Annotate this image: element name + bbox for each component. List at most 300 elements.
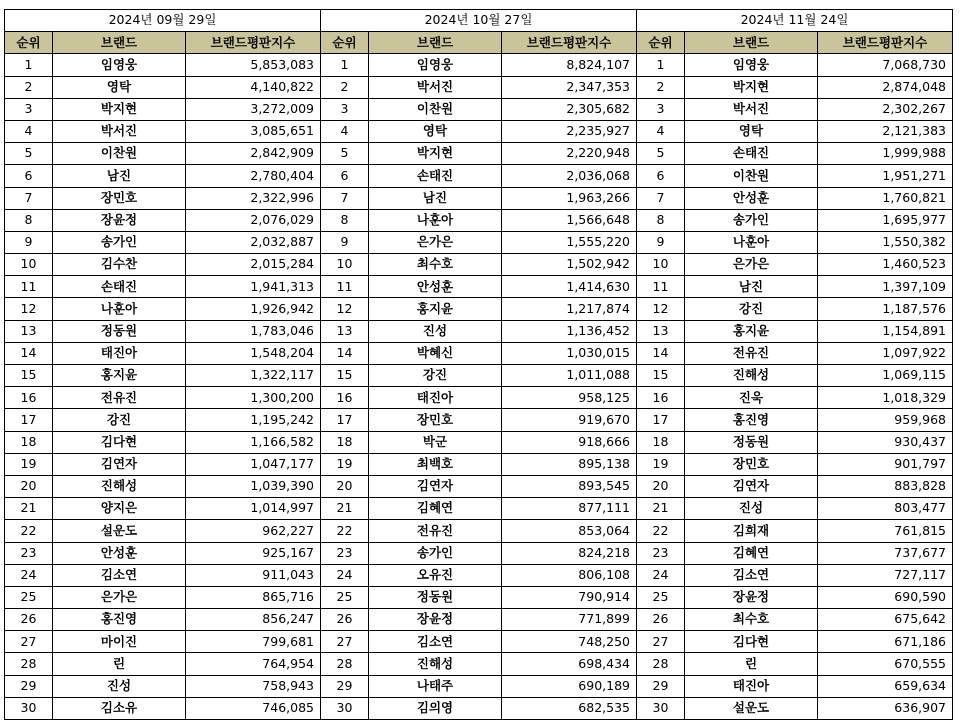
brand-cell: 김수찬 [53,254,186,276]
rank-header: 순위 [321,32,369,54]
brand-cell: 이찬원 [369,98,502,120]
index-cell: 853,064 [502,520,637,542]
rank-cell: 19 [5,453,53,475]
index-cell: 1,322,117 [186,365,321,387]
brand-cell: 박서진 [685,98,818,120]
rank-cell: 26 [637,609,685,631]
index-cell: 682,535 [502,697,637,719]
rank-cell: 19 [637,453,685,475]
index-header: 브랜드평판지수 [502,32,637,54]
brand-cell: 설운도 [685,697,818,719]
index-cell: 2,036,068 [502,165,637,187]
brand-cell: 태진아 [53,342,186,364]
table-row [321,342,637,364]
brand-cell: 박지현 [369,143,502,165]
rank-cell: 4 [5,120,53,142]
table-row [5,298,321,320]
rank-cell: 2 [637,76,685,98]
table-row [321,54,637,76]
brand-cell: 김다현 [685,631,818,653]
index-cell: 727,117 [818,564,953,586]
index-cell: 806,108 [502,564,637,586]
table-row [321,586,637,608]
table-row [321,298,637,320]
rank-cell: 3 [5,98,53,120]
index-cell: 1,217,874 [502,298,637,320]
rank-cell: 24 [321,564,369,586]
table-row [5,564,321,586]
index-header: 브랜드평판지수 [818,32,953,54]
table-row [321,209,637,231]
index-cell: 671,186 [818,631,953,653]
rank-cell: 15 [637,365,685,387]
rank-cell: 12 [637,298,685,320]
index-cell: 8,824,107 [502,54,637,76]
index-cell: 2,220,948 [502,143,637,165]
rank-cell: 3 [637,98,685,120]
brand-cell: 김혜연 [369,498,502,520]
rank-cell: 5 [637,143,685,165]
index-cell: 764,954 [186,653,321,675]
rank-cell: 8 [321,209,369,231]
rank-cell: 5 [5,143,53,165]
index-cell: 1,760,821 [818,187,953,209]
table-date: 2024년 11월 24일 [637,10,953,32]
rank-cell: 6 [637,165,685,187]
table-row [321,520,637,542]
table-row [5,143,321,165]
table-row [321,498,637,520]
rank-header: 순위 [637,32,685,54]
brand-cell: 장윤정 [53,209,186,231]
index-cell: 1,695,977 [818,209,953,231]
table-row [321,542,637,564]
table-row [321,675,637,697]
table-row [637,342,953,364]
table-row [5,54,321,76]
rank-cell: 23 [637,542,685,564]
brand-cell: 진해성 [369,653,502,675]
index-cell: 1,195,242 [186,409,321,431]
rank-cell: 25 [5,586,53,608]
brand-cell: 린 [685,653,818,675]
brand-cell: 손태진 [369,165,502,187]
index-cell: 2,874,048 [818,76,953,98]
table-row [321,254,637,276]
table-row [637,365,953,387]
brand-cell: 홍지윤 [53,365,186,387]
brand-cell: 박서진 [53,120,186,142]
brand-cell: 진욱 [685,387,818,409]
brand-cell: 정동원 [685,431,818,453]
index-cell: 2,347,353 [502,76,637,98]
brand-cell: 나태주 [369,675,502,697]
index-cell: 2,322,996 [186,187,321,209]
index-cell: 958,125 [502,387,637,409]
index-cell: 918,666 [502,431,637,453]
index-cell: 803,477 [818,498,953,520]
index-cell: 1,047,177 [186,453,321,475]
rank-cell: 16 [5,387,53,409]
rank-cell: 30 [637,697,685,719]
table-row [5,453,321,475]
brand-cell: 안성훈 [369,276,502,298]
index-cell: 670,555 [818,653,953,675]
table-date: 2024년 10월 27일 [321,10,637,32]
table-row [637,409,953,431]
index-cell: 2,305,682 [502,98,637,120]
brand-cell: 송가인 [685,209,818,231]
table-row [321,631,637,653]
rank-cell: 8 [5,209,53,231]
brand-cell: 진해성 [685,365,818,387]
brand-cell: 나훈아 [369,209,502,231]
table-row [637,54,953,76]
table-row [637,697,953,719]
rank-cell: 14 [5,342,53,364]
rank-cell: 27 [637,631,685,653]
table-row [637,387,953,409]
table-row [321,320,637,342]
index-cell: 911,043 [186,564,321,586]
index-cell: 1,166,582 [186,431,321,453]
brand-cell: 영탁 [369,120,502,142]
brand-cell: 은가은 [53,586,186,608]
index-cell: 771,899 [502,609,637,631]
rank-cell: 9 [637,231,685,253]
index-cell: 4,140,822 [186,76,321,98]
index-cell: 1,550,382 [818,231,953,253]
table-row [637,231,953,253]
table-row [5,409,321,431]
rank-cell: 1 [321,54,369,76]
table-row [321,431,637,453]
table-row [321,231,637,253]
rank-cell: 20 [637,475,685,497]
table-row [5,254,321,276]
table-row [637,431,953,453]
index-cell: 824,218 [502,542,637,564]
index-cell: 919,670 [502,409,637,431]
index-cell: 1,011,088 [502,365,637,387]
rank-cell: 14 [637,342,685,364]
index-cell: 883,828 [818,475,953,497]
brand-cell: 안성훈 [685,187,818,209]
table-row [637,675,953,697]
rank-cell: 2 [321,76,369,98]
index-cell: 1,555,220 [502,231,637,253]
index-cell: 925,167 [186,542,321,564]
index-cell: 2,235,927 [502,120,637,142]
table-row [5,586,321,608]
table-row [5,675,321,697]
index-cell: 799,681 [186,631,321,653]
rank-cell: 28 [5,653,53,675]
table-row [5,631,321,653]
table-row [5,276,321,298]
brand-cell: 태진아 [369,387,502,409]
rank-cell: 29 [5,675,53,697]
brand-cell: 손태진 [685,143,818,165]
brand-cell: 나훈아 [53,298,186,320]
rank-header: 순위 [5,32,53,54]
brand-cell: 김다현 [53,431,186,453]
index-cell: 690,590 [818,586,953,608]
index-header: 브랜드평판지수 [186,32,321,54]
table-row [321,453,637,475]
index-cell: 2,302,267 [818,98,953,120]
table-row [5,431,321,453]
table-row [321,365,637,387]
index-cell: 1,941,313 [186,276,321,298]
index-cell: 1,030,015 [502,342,637,364]
brand-cell: 남진 [53,165,186,187]
rank-cell: 6 [5,165,53,187]
table-row [5,475,321,497]
rank-cell: 19 [321,453,369,475]
brand-cell: 강진 [685,298,818,320]
table-row [5,542,321,564]
rank-cell: 1 [5,54,53,76]
brand-cell: 진성 [369,320,502,342]
brand-cell: 장민호 [369,409,502,431]
brand-cell: 장민호 [53,187,186,209]
brand-cell: 설운도 [53,520,186,542]
brand-cell: 진성 [685,498,818,520]
rank-cell: 9 [5,231,53,253]
rank-cell: 18 [637,431,685,453]
brand-cell: 영탁 [53,76,186,98]
brand-cell: 오유진 [369,564,502,586]
rank-cell: 26 [321,609,369,631]
table-row [5,209,321,231]
brand-cell: 홍지윤 [369,298,502,320]
rank-cell: 29 [637,675,685,697]
index-cell: 893,545 [502,475,637,497]
index-cell: 1,097,922 [818,342,953,364]
table-row [5,387,321,409]
rank-cell: 7 [637,187,685,209]
table-row [321,697,637,719]
rank-cell: 2 [5,76,53,98]
index-cell: 1,014,997 [186,498,321,520]
rank-cell: 16 [637,387,685,409]
index-cell: 737,677 [818,542,953,564]
brand-cell: 양지은 [53,498,186,520]
rank-cell: 7 [5,187,53,209]
rank-cell: 8 [637,209,685,231]
index-cell: 1,999,988 [818,143,953,165]
index-cell: 1,414,630 [502,276,637,298]
brand-cell: 장민호 [685,453,818,475]
brand-header: 브랜드 [53,32,186,54]
brand-cell: 이찬원 [53,143,186,165]
index-cell: 865,716 [186,586,321,608]
table-row [637,165,953,187]
brand-cell: 남진 [685,276,818,298]
brand-header: 브랜드 [685,32,818,54]
table-row [5,98,321,120]
table-row [637,120,953,142]
table-row [321,475,637,497]
brand-cell: 홍진영 [53,609,186,631]
table-row [637,586,953,608]
brand-cell: 임영웅 [53,54,186,76]
table-row [5,76,321,98]
rank-cell: 21 [321,498,369,520]
index-cell: 761,815 [818,520,953,542]
brand-cell: 김희재 [685,520,818,542]
index-cell: 856,247 [186,609,321,631]
ranking-tables [4,9,953,720]
rank-cell: 25 [321,586,369,608]
brand-cell: 나훈아 [685,231,818,253]
table-row [321,609,637,631]
brand-cell: 린 [53,653,186,675]
index-cell: 877,111 [502,498,637,520]
index-cell: 758,943 [186,675,321,697]
index-cell: 1,187,576 [818,298,953,320]
table-row [637,320,953,342]
rank-cell: 1 [637,54,685,76]
brand-header: 브랜드 [369,32,502,54]
brand-cell: 김혜연 [685,542,818,564]
brand-cell: 최수호 [685,609,818,631]
rank-cell: 12 [321,298,369,320]
index-cell: 1,397,109 [818,276,953,298]
rank-cell: 23 [5,542,53,564]
brand-cell: 이찬원 [685,165,818,187]
index-cell: 690,189 [502,675,637,697]
brand-cell: 박서진 [369,76,502,98]
table-row [321,276,637,298]
table-date: 2024년 09월 29일 [5,10,321,32]
table-row [5,320,321,342]
index-cell: 959,968 [818,409,953,431]
index-cell: 1,783,046 [186,320,321,342]
brand-cell: 홍진영 [685,409,818,431]
index-cell: 1,926,942 [186,298,321,320]
brand-cell: 전유진 [53,387,186,409]
table-row [637,209,953,231]
brand-cell: 김소연 [369,631,502,653]
index-cell: 2,780,404 [186,165,321,187]
brand-cell: 임영웅 [685,54,818,76]
brand-cell: 김연자 [685,475,818,497]
brand-cell: 박지현 [685,76,818,98]
rank-cell: 18 [321,431,369,453]
rank-cell: 17 [5,409,53,431]
ranking-table [320,9,637,720]
rank-cell: 7 [321,187,369,209]
index-cell: 1,963,266 [502,187,637,209]
brand-cell: 전유진 [685,342,818,364]
brand-cell: 장윤정 [685,586,818,608]
rank-cell: 10 [321,254,369,276]
table-row [637,453,953,475]
table-row [637,542,953,564]
index-cell: 1,300,200 [186,387,321,409]
brand-cell: 박군 [369,431,502,453]
rank-cell: 10 [637,254,685,276]
rank-cell: 15 [321,365,369,387]
brand-cell: 최백호 [369,453,502,475]
index-cell: 2,032,887 [186,231,321,253]
brand-cell: 박혜신 [369,342,502,364]
index-cell: 2,015,284 [186,254,321,276]
brand-cell: 정동원 [369,586,502,608]
brand-cell: 남진 [369,187,502,209]
brand-cell: 김소유 [53,697,186,719]
brand-cell: 정동원 [53,320,186,342]
index-cell: 659,634 [818,675,953,697]
index-cell: 1,566,648 [502,209,637,231]
index-cell: 2,121,383 [818,120,953,142]
brand-cell: 강진 [369,365,502,387]
rank-cell: 9 [321,231,369,253]
table-row [637,276,953,298]
index-cell: 1,548,204 [186,342,321,364]
rank-cell: 30 [5,697,53,719]
table-row [5,342,321,364]
index-cell: 2,842,909 [186,143,321,165]
table-row [321,143,637,165]
index-cell: 1,018,329 [818,387,953,409]
rank-cell: 11 [321,276,369,298]
table-row [637,498,953,520]
rank-cell: 4 [637,120,685,142]
index-cell: 1,136,452 [502,320,637,342]
brand-cell: 태진아 [685,675,818,697]
table-row [321,98,637,120]
table-row [637,631,953,653]
index-cell: 636,907 [818,697,953,719]
brand-cell: 김연자 [53,453,186,475]
rank-cell: 21 [637,498,685,520]
rank-cell: 11 [637,276,685,298]
brand-cell: 전유진 [369,520,502,542]
table-row [5,120,321,142]
rank-cell: 13 [5,320,53,342]
brand-cell: 은가은 [685,254,818,276]
rank-cell: 12 [5,298,53,320]
table-row [637,564,953,586]
index-cell: 1,154,891 [818,320,953,342]
brand-cell: 홍지윤 [685,320,818,342]
table-row [321,165,637,187]
table-row [637,520,953,542]
index-cell: 790,914 [502,586,637,608]
brand-cell: 송가인 [53,231,186,253]
index-cell: 698,434 [502,653,637,675]
rank-cell: 26 [5,609,53,631]
rank-cell: 13 [321,320,369,342]
index-cell: 1,039,390 [186,475,321,497]
table-row [637,475,953,497]
rank-cell: 29 [321,675,369,697]
index-cell: 895,138 [502,453,637,475]
index-cell: 2,076,029 [186,209,321,231]
rank-cell: 28 [637,653,685,675]
brand-cell: 은가은 [369,231,502,253]
rank-cell: 22 [321,520,369,542]
brand-cell: 강진 [53,409,186,431]
table-row [637,254,953,276]
rank-cell: 13 [637,320,685,342]
table-row [5,187,321,209]
rank-cell: 18 [5,431,53,453]
rank-cell: 10 [5,254,53,276]
